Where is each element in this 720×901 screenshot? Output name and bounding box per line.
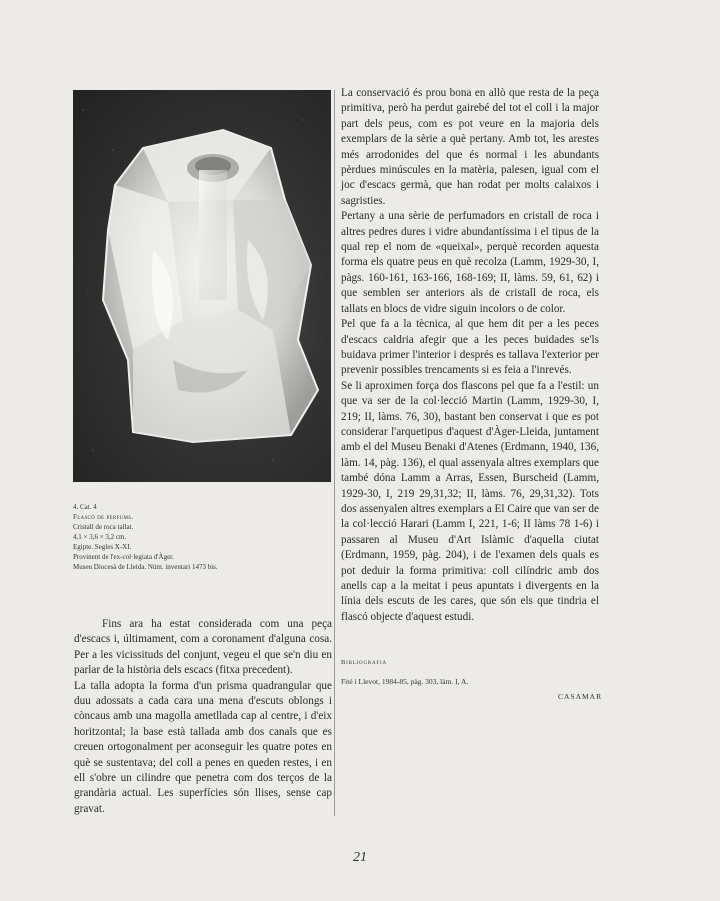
column-divider bbox=[334, 90, 335, 816]
caption-title: Flascó de perfums. bbox=[73, 513, 134, 521]
caption-dimensions: 4,1 × 3,6 × 3,2 cm. bbox=[73, 533, 127, 541]
paragraph: Pertany a una sèrie de perfumadors en cristall de roca i altres pedres dures i vidre abundantíssima i el tipus de la qual rep el nom de «queixal», perquè recorden aquesta forma els quatre peus en què recolza (Lamm, 1929-30, I, pàgs. 160-161, 163-166, 168-169; II, làms. 59, 61, 62) i que semblen ser anteriors als de cristall de roca, els tallats en blocs de vidre siguin incolors o de color. bbox=[341, 210, 599, 315]
author-signature: CASAMAR bbox=[558, 692, 603, 701]
caption-museum: Museu Diocesà de Lleida. Núm. inventari 1473 bis. bbox=[73, 563, 218, 571]
paragraph: Pel que fa a la tècnica, al que hem dit per a les peces d'escacs caldria afegir que a les peces buidades se'ls buidava primer l'interior i després es tallava l'exterior per prevenir possibles trencaments si es feia a l'inrevés. bbox=[341, 318, 599, 377]
caption-material: Cristall de roca tallat. bbox=[73, 523, 134, 531]
paragraph: La talla adopta la forma d'un prisma quadrangular que duu adossats a cada cara una mena d'escuts oblongs i còncaus amb una magolla ametllada cap al centre, i d'eix horitzontal; la base està tallada amb dos canals que es creuen ortogonalment per aconseguir les quatre potes en què se sustentava; del coll a penes en queden restes, i en ell s'obre un cilindre que penetra com dos terços de la grandària actual. Les superfícies són llises, sense cap gravat. bbox=[74, 679, 332, 815]
bibliography-heading: Bibliografia bbox=[341, 659, 387, 666]
paragraph: Se li aproximen força dos flascons pel que fa a l'estil: un que va ser de la col·lecció Martin (Lamm, 1929-30, I, 219; II, làms. 76, 30), bastant ben conservat i que es pot considerar l'arquetipus d'aquest d'Àger-Lleida, juntament amb el del Museu Benaki d'Atenes (Erdmann, 1940, 136, làm. 14, pàg. 136), el qual assenyala altres exemplars que també dóna Lamm a Arras, Essen, Burscheid (Lamm, 1929-30, I, 219 29,31,32; II, làms. 76, 29,31,32). Tots dos assenyalen altres exemplars a El Caire que van ser de la col·lecció Harari (Lamm I, 221, 1-6; II làms 78 1-6) i passaren al Museu d'Art Islàmic d'aquella ciutat (Erdmann, 1959, pàg. 204), i de l'examen dels quals es pot deduir la forma primitiva: coll cilíndric amb dos anells cap a la meitat i peus apuntats i divergents en la línia dels escuts de les cares, que són els que tindria el flascó objecte d'aquest estudi. bbox=[341, 379, 599, 623]
paragraph: Fins ara ha estat considerada com una peça d'escacs i, últimament, com a coronament d'alguna cosa. Per a les vicissituds del conjunt, vegeu el que se'n diu en parlar de la història dels escacs (fitxa precedent). bbox=[74, 618, 332, 677]
bibliography-entry: Fité i Llevot, 1984-85, pàg. 303, làm. I, A. bbox=[341, 677, 469, 686]
figure-caption bbox=[73, 502, 333, 572]
left-text-column bbox=[74, 617, 332, 817]
crystal-flask-image bbox=[73, 90, 331, 482]
paragraph: La conservació és prou bona en allò que resta de la peça primitiva, però ha perdut gairebé del tot el coll i la major part dels peus, com es pot veure en la majoria dels exemplars de la sèrie a què pertany. Amb tot, les arestes més arrodonides del que és normal i les abundants pèrdues minúscules en la matèria, palesen, igual com el joc d'escacs germà, que han rodat per molts calaixos i sagristies. bbox=[341, 87, 599, 207]
caption-number: 4. Cat. 4 bbox=[73, 503, 97, 511]
page-number: 21 bbox=[353, 850, 367, 865]
caption-origin: Egipte. Segles X-XI. bbox=[73, 543, 132, 551]
right-text-column bbox=[341, 86, 599, 625]
caption-provenance: Provinent de l'ex-col·legiata d'Àger. bbox=[73, 553, 174, 561]
crystal-flask-photo bbox=[73, 90, 331, 482]
